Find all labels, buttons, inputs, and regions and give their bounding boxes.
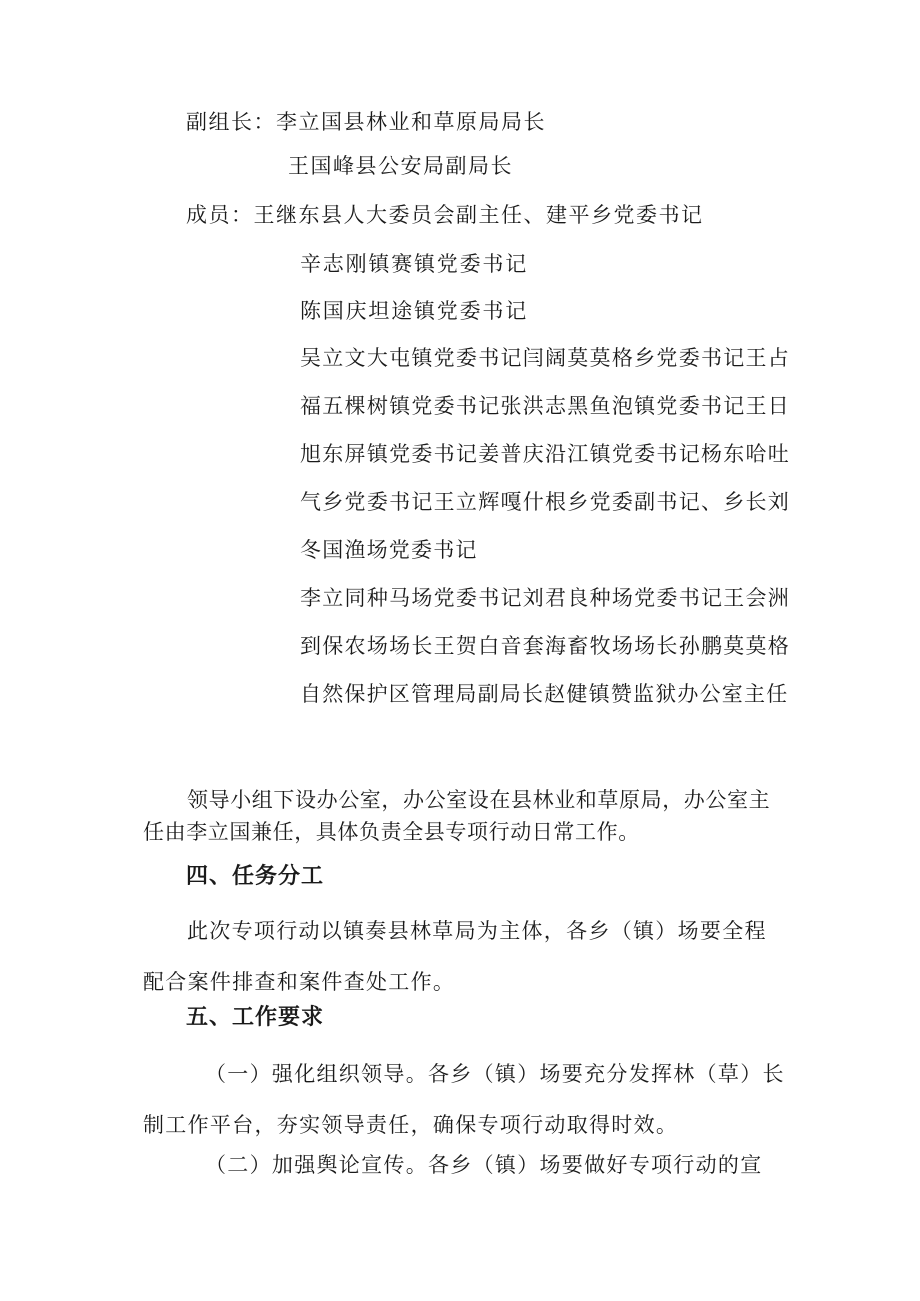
member-first: 王继东县人大委员会副主任、建平乡党委书记 [253,203,704,227]
members-label: 成员： [186,203,254,227]
office-note: 领导小组下设办公室，办公室设在县林业和草原局，办公室主任由李立国兼任，具体负责全县专项行动日常工作。 [143,788,771,844]
deputy-leader-row [186,107,546,137]
member-line-2: 陈国庆坦途镇党委书记 [300,299,528,323]
section5-item1: （一）强化组织领导。各乡（镇）场要充分发挥林（草）长制工作平台，夯实领导责任，确保专项行动取得时效。 [143,1062,785,1137]
deputy-leader-1: 李立国县林业和草原局局长 [276,110,546,134]
deputy-leader-label: 副组长： [186,110,276,134]
member-block-1: 吴立文大屯镇党委书记闫阔莫莫格乡党委书记王占福五棵树镇党委书记张洪志黑鱼泡镇党委书记王日旭东屏镇党委书记姜普庆沿江镇党委书记杨东哈吐气乡党委书记王立辉嘎什根乡党委副书记、乡长刘冬国渔场党委书记 [300,346,790,562]
members-row [186,200,704,230]
section5-heading: 五、工作要求 [186,1005,325,1030]
member-block-2: 李立同种马场党委书记刘君良种场党委书记王会洲到保农场场长王贺白音套海畜牧场场长孙鹏莫莫格自然保护区管理局副局长赵健镇赞监狱办公室主任 [300,586,790,706]
section4-heading: 四、任务分工 [186,864,325,889]
section5-item2: （二）加强舆论宣传。各乡（镇）场要做好专项行动的宣 [205,1153,763,1177]
section4-body: 此次专项行动以镇奏县林草局为主体，各乡（镇）场要全程配合案件排查和案件查处工作。 [143,919,767,994]
deputy-leader-2: 王国峰县公安局副局长 [288,154,513,178]
member-line-1: 辛志刚镇赛镇党委书记 [300,252,528,276]
